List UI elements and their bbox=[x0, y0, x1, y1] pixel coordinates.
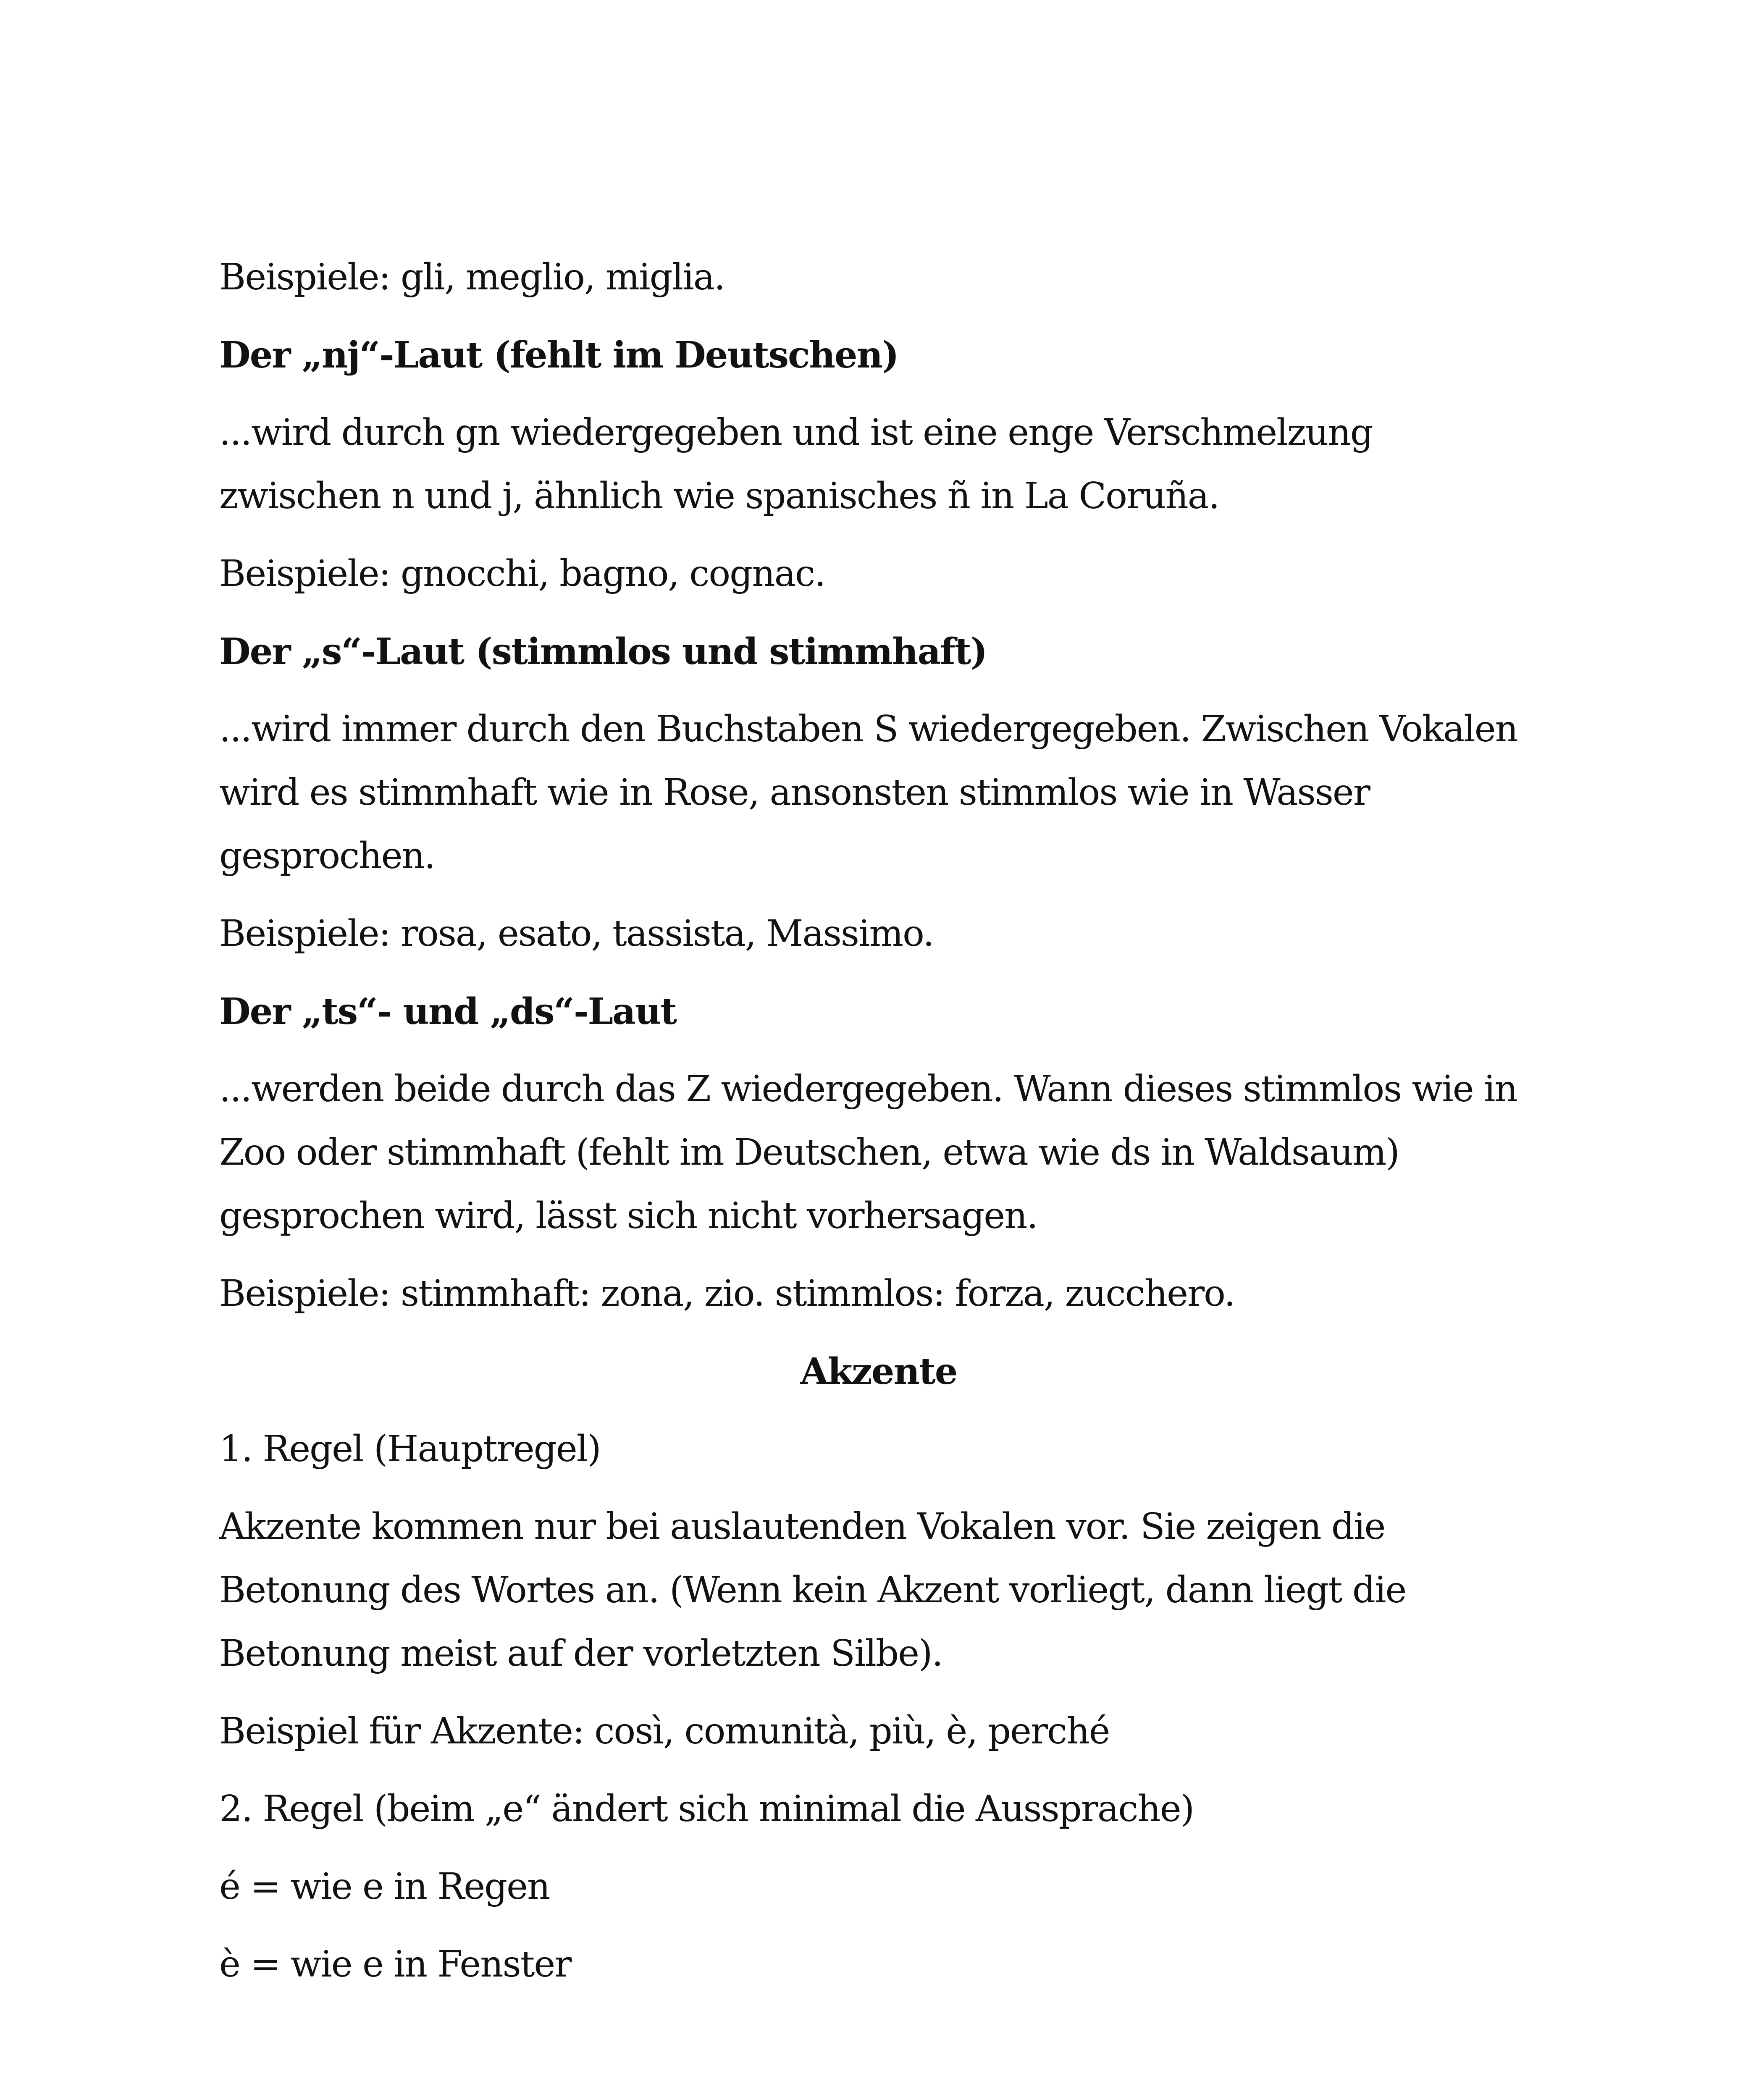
rule-1-title: 1. Regel (Hauptregel) bbox=[219, 1428, 601, 1470]
section-title-akzente: Akzente bbox=[800, 1350, 957, 1393]
examples-rosa: Beispiele: rosa, esato, tassista, Massimo. bbox=[219, 913, 934, 955]
examples-z: Beispiele: stimmhaft: zona, zio. stimmlos: forza, zucchero. bbox=[219, 1273, 1235, 1315]
rule-2-e-grave: è = wie e in Fenster bbox=[219, 1943, 571, 1985]
paragraph-z-description: ...werden beide durch das Z wiedergegeben. Wann dieses stimmlos wie in Zoo oder stimmhaft (fehlt im Deutschen, etwa wie ds in Waldsaum) gesprochen wird, lässt sich nicht vorhersagen. bbox=[219, 1068, 1517, 1237]
examples-gnocchi: Beispiele: gnocchi, bagno, cognac. bbox=[219, 553, 825, 595]
accent-examples: Beispiel für Akzente: così, comunità, più, è, perché bbox=[219, 1710, 1110, 1752]
paragraph-s-description: ...wird immer durch den Buchstaben S wiedergegeben. Zwischen Vokalen wird es stimmhaft wie in Rose, ansonsten stimmlos wie in Wasser gesprochen. bbox=[219, 708, 1518, 877]
document-body bbox=[219, 246, 1538, 1996]
rule-2-title: 2. Regel (beim „e“ ändert sich minimal die Aussprache) bbox=[219, 1788, 1194, 1830]
heading-ts-ds-sound: Der „ts“- und „ds“-Laut bbox=[219, 990, 676, 1033]
rule-1-description: Akzente kommen nur bei auslautenden Vokalen vor. Sie zeigen die Betonung des Wortes an. (Wenn kein Akzent vorliegt, dann liegt die Betonung meist auf der vorletzten Silbe). bbox=[219, 1506, 1406, 1675]
rule-2-e-acute: é = wie e in Regen bbox=[219, 1866, 550, 1908]
heading-nj-sound: Der „nj“-Laut (fehlt im Deutschen) bbox=[219, 334, 898, 376]
heading-s-sound: Der „s“-Laut (stimmlos und stimmhaft) bbox=[219, 630, 987, 673]
examples-gli: Beispiele: gli, meglio, miglia. bbox=[219, 256, 725, 298]
paragraph-nj-description: ...wird durch gn wiedergegeben und ist eine enge Verschmelzung zwischen n und j, ähnlich wie spanisches ñ in La Coruña. bbox=[219, 412, 1373, 517]
